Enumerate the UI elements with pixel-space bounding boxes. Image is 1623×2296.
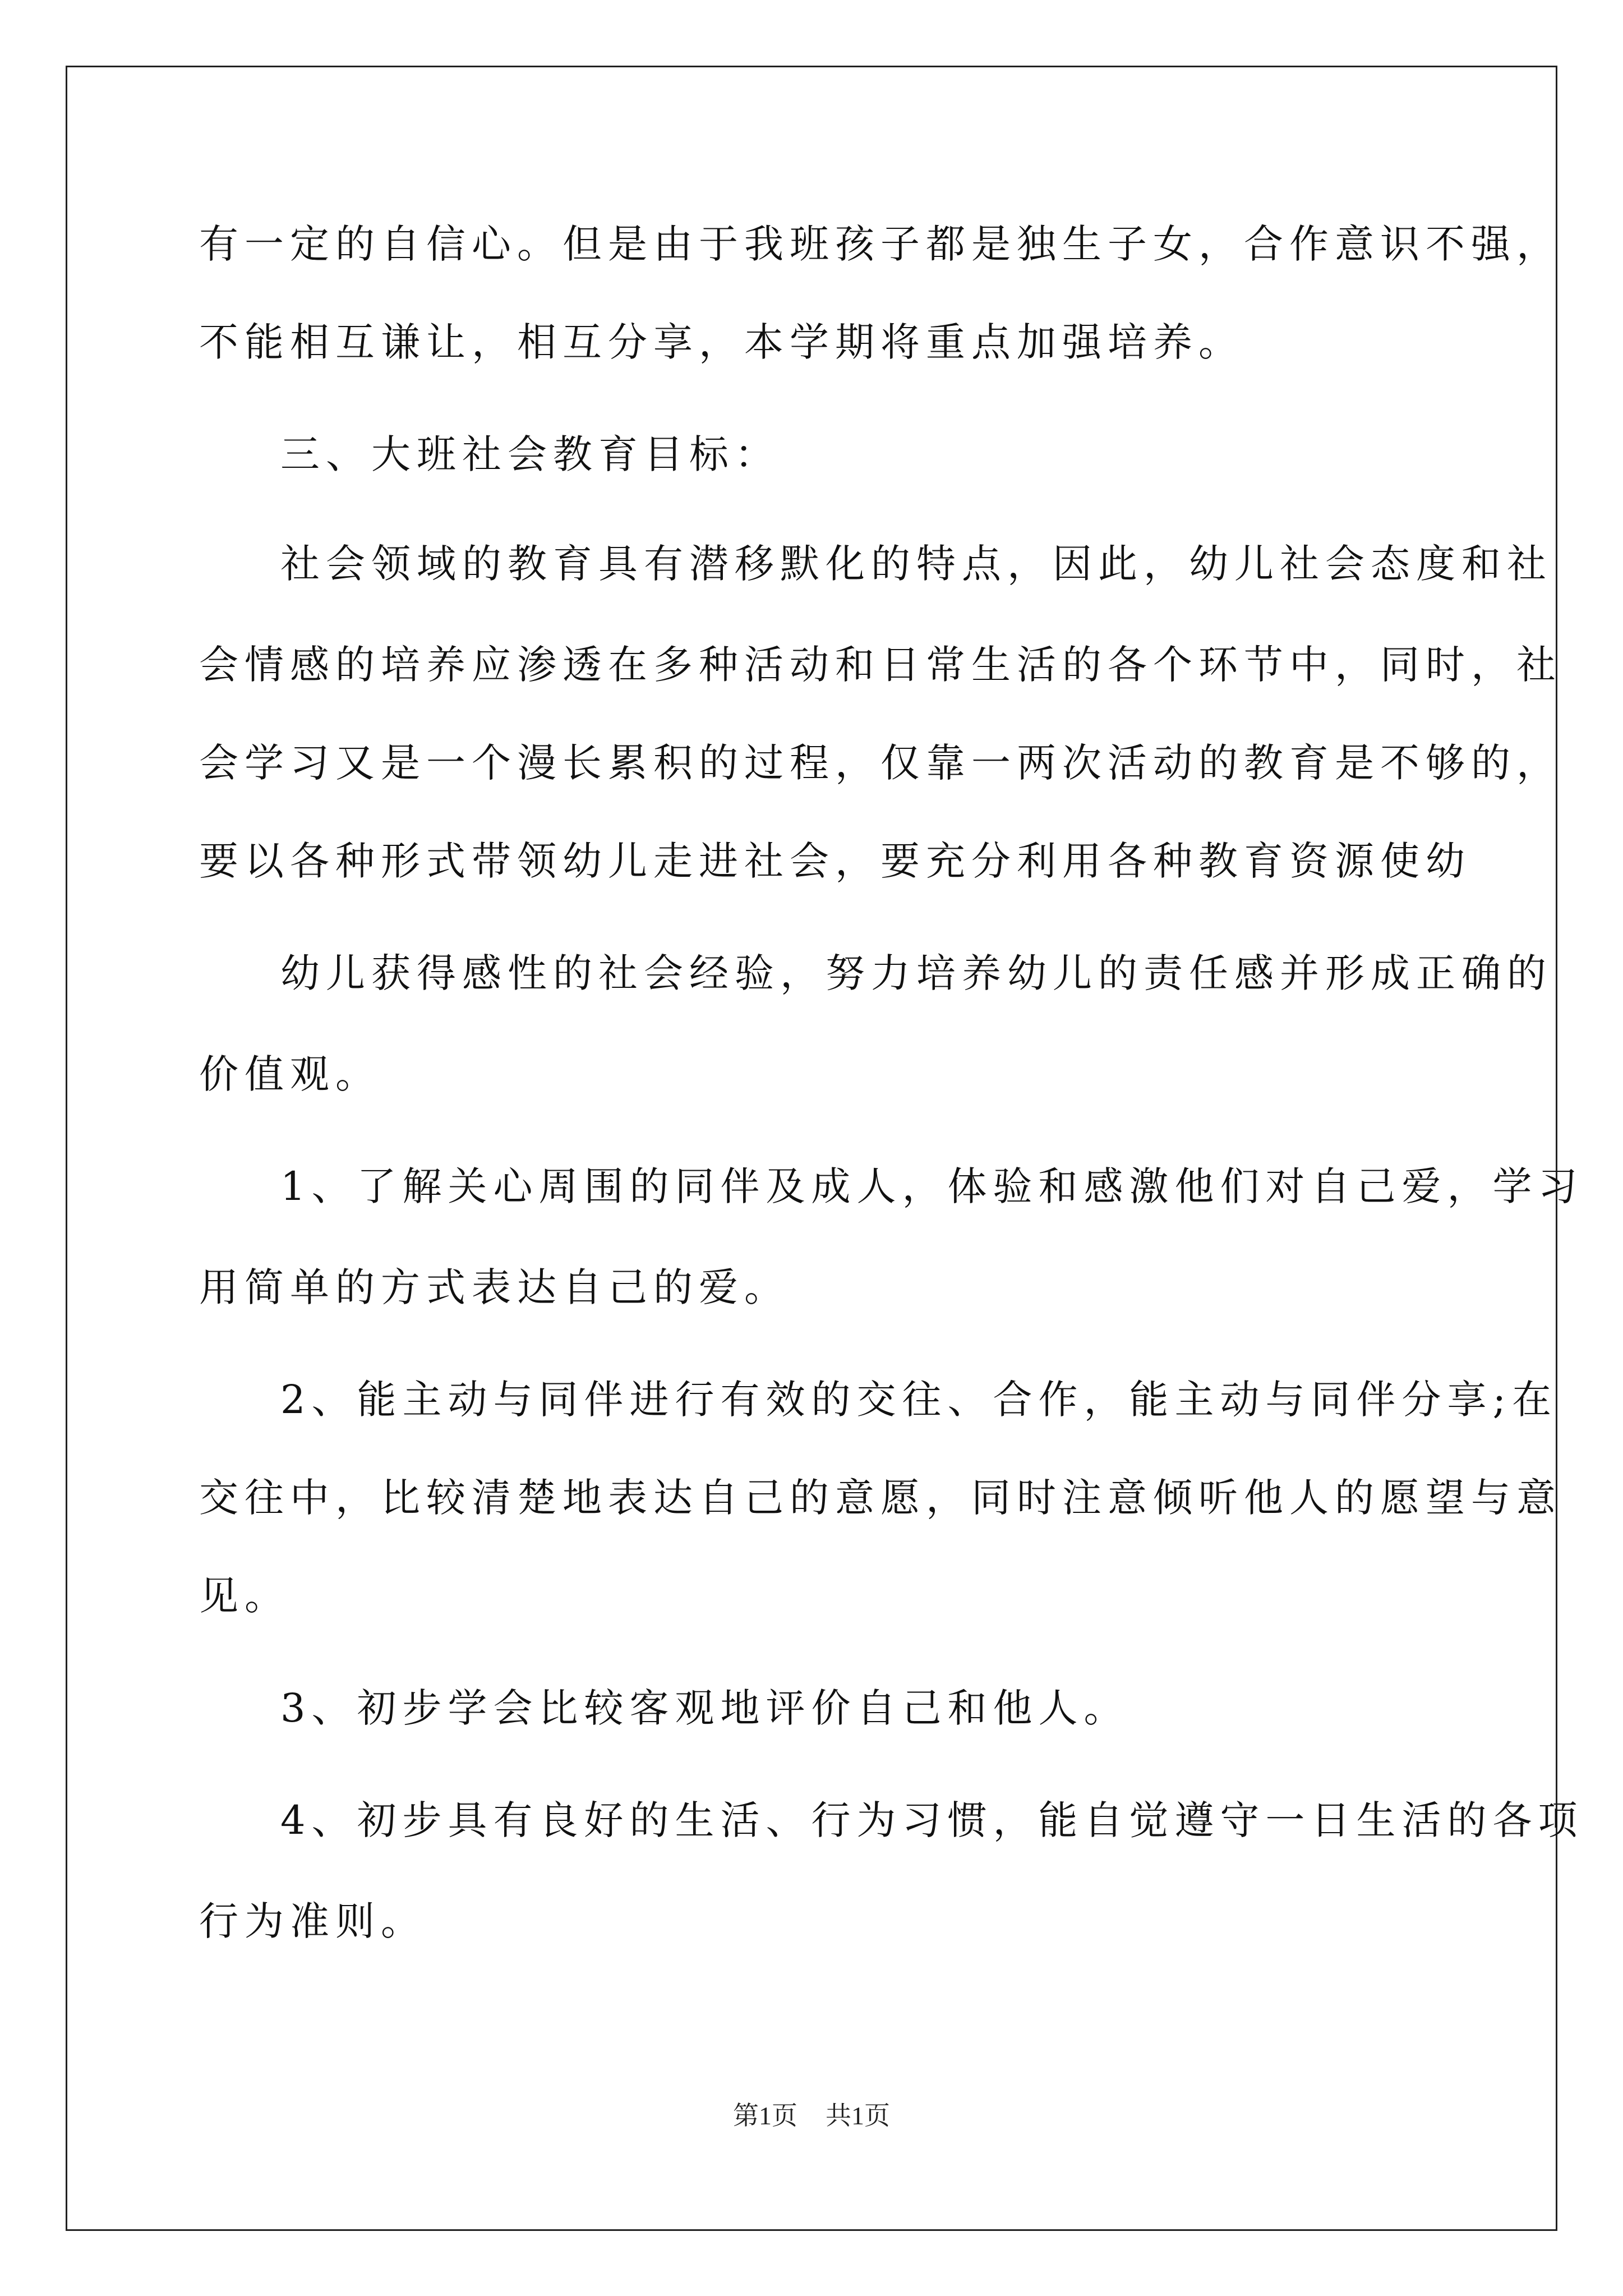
list-item: 4、初步具有良好的生活、行为习惯，能自觉遵守一日生活的各项 — [280, 1797, 1584, 1843]
text-line: 有一定的自信心。但是由于我班孩子都是独生子女，合作意识不强， — [199, 221, 1562, 267]
text-line: 会情感的培养应渗透在多种活动和日常生活的各个环节中，同时，社 — [199, 642, 1562, 688]
page-total: 共1页 — [826, 2101, 890, 2130]
page-footer — [0, 2095, 1623, 2132]
text-line: 社会领域的教育具有潜移默化的特点，因此，幼儿社会态度和社 — [280, 541, 1552, 587]
text-line: 见。 — [199, 1573, 290, 1619]
text-line: 幼儿获得感性的社会经验，努力培养幼儿的责任感并形成正确的 — [280, 950, 1552, 996]
list-item: 2、能主动与同伴进行有效的交往、合作，能主动与同伴分享;在 — [280, 1377, 1558, 1423]
text-line: 行为准则。 — [199, 1898, 426, 1944]
page-number: 第1页 — [733, 2101, 797, 2130]
text-line: 交往中，比较清楚地表达自己的意愿，同时注意倾听他人的愿望与意 — [199, 1475, 1562, 1521]
text-line: 要以各种形式带领幼儿走进社会，要充分利用各种教育资源使幼 — [199, 838, 1471, 884]
list-item: 1、了解关心周围的同伴及成人，体验和感激他们对自己爱，学习 — [280, 1163, 1584, 1209]
text-line: 不能相互谦让，相互分享，本学期将重点加强培养。 — [199, 319, 1244, 365]
text-line: 用简单的方式表达自己的爱。 — [199, 1264, 790, 1310]
text-line: 会学习又是一个漫长累积的过程，仅靠一两次活动的教育是不够的， — [199, 740, 1562, 786]
list-item: 3、初步学会比较客观地评价自己和他人。 — [280, 1685, 1129, 1731]
text-line: 价值观。 — [199, 1051, 381, 1097]
section-heading: 三、大班社会教育目标： — [280, 431, 780, 477]
